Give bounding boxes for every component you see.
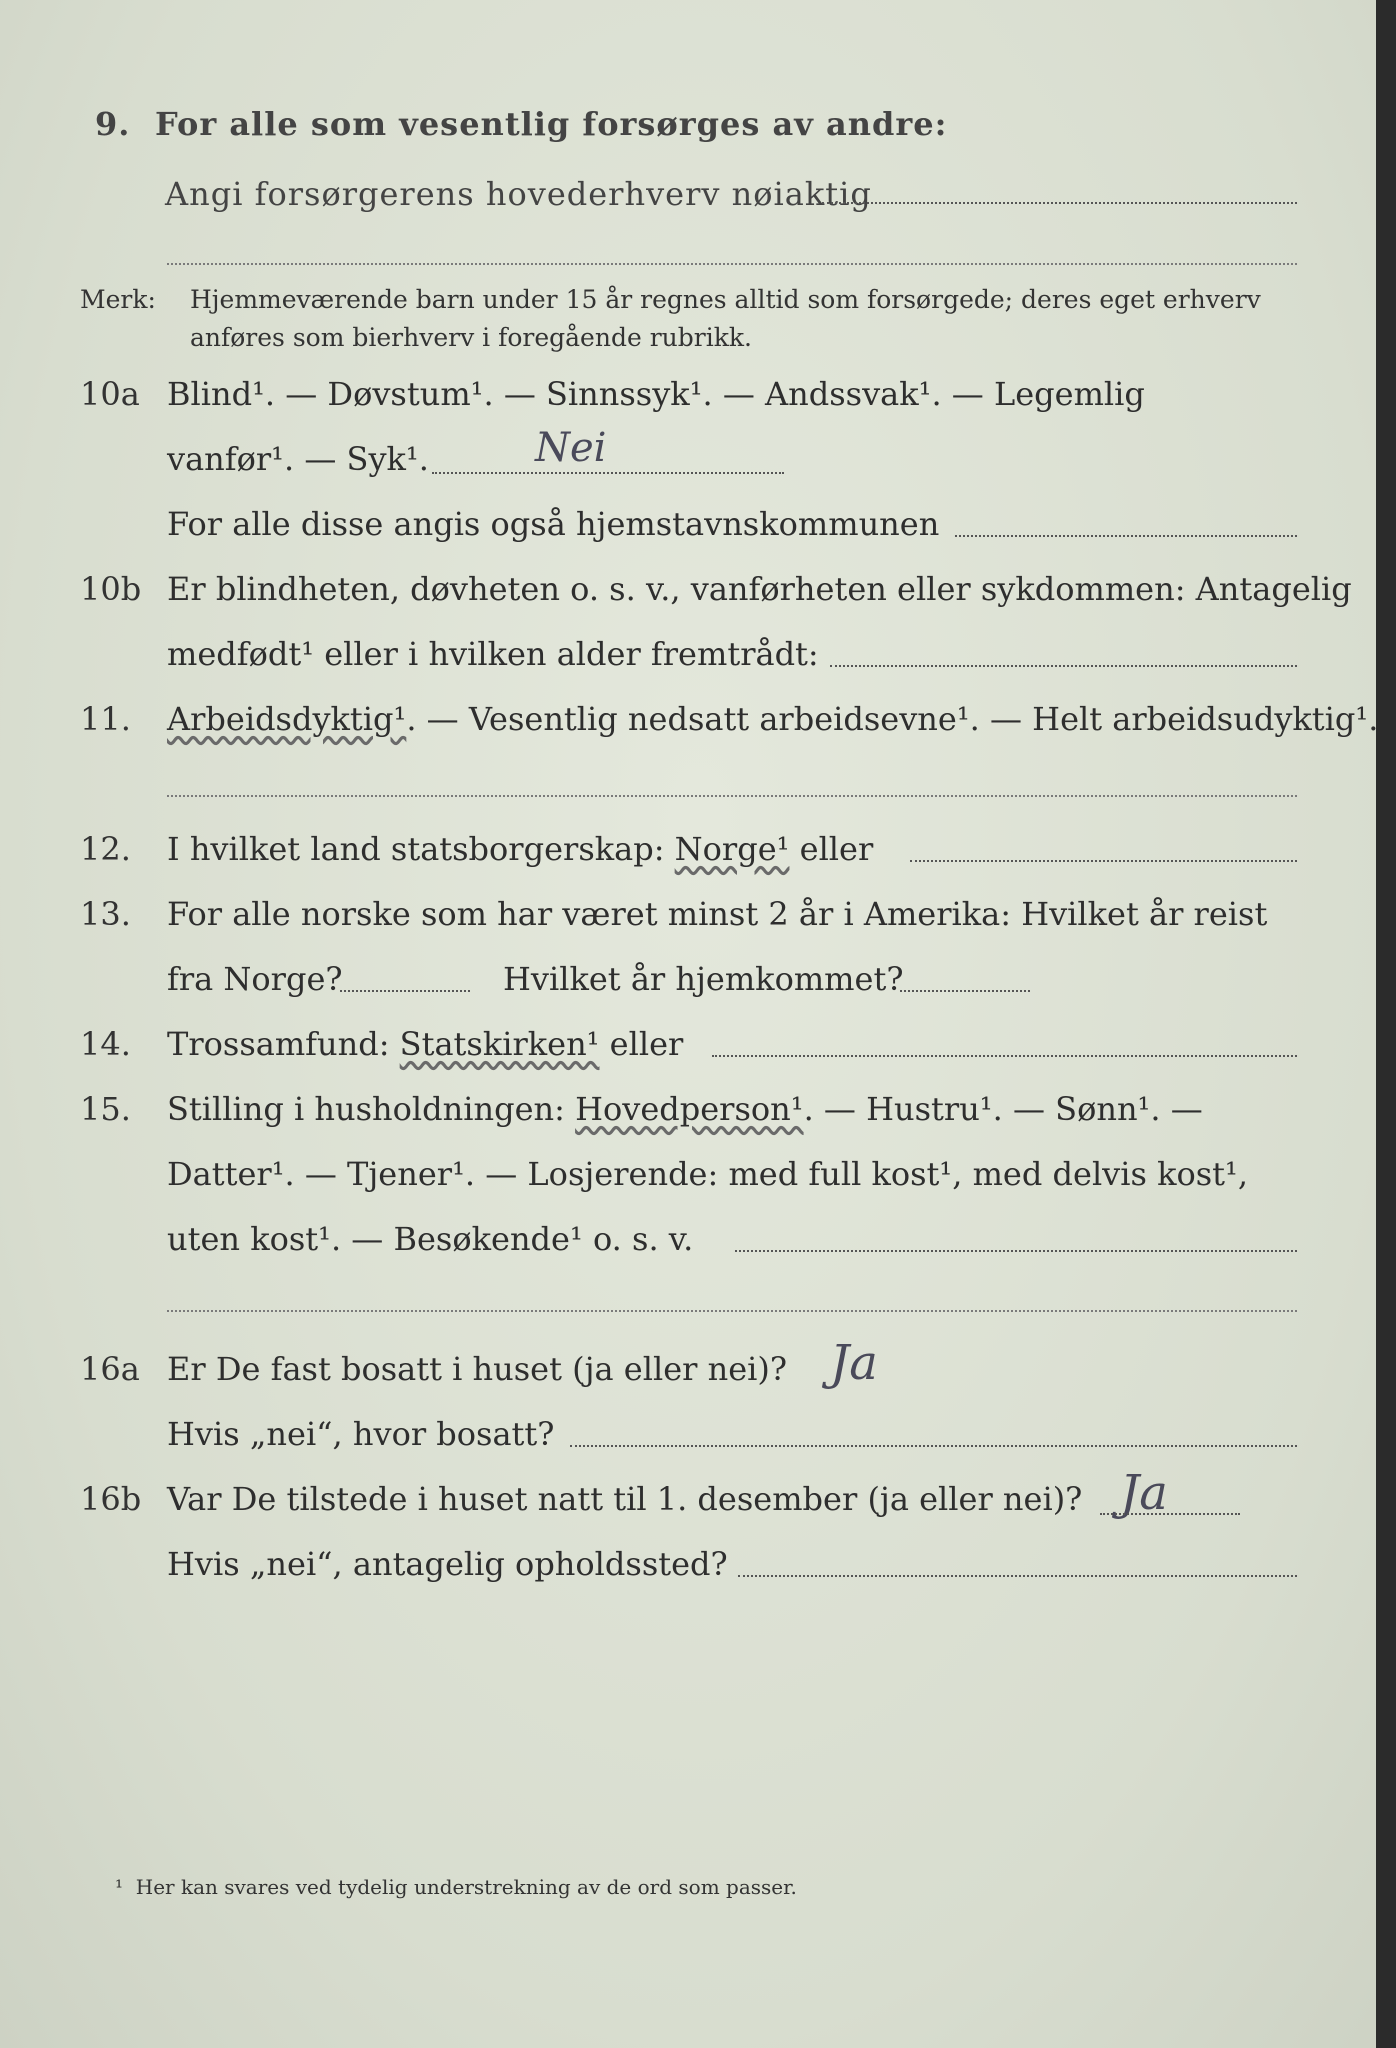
q10b-fill-line	[830, 665, 1297, 667]
q13-line-1: For alle norske som har været minst 2 år i Amerika: Hvilket år reist	[167, 895, 1268, 933]
q12-number: 12.	[80, 830, 131, 868]
q10a-line-1: Blind¹. — Døvstum¹. — Sinnssyk¹. — Andssvak¹. — Legemlig	[167, 375, 1145, 413]
q16a-line-2: Hvis „nei“, hvor bosatt?	[167, 1415, 555, 1453]
merk-line-2: anføres som bierhverv i foregående rubrikk.	[190, 323, 752, 352]
scan-edge	[1376, 0, 1396, 2048]
q16b-handwritten-answer: Ja	[1120, 1465, 1168, 1521]
q11-line	[167, 700, 1378, 738]
q12-line	[167, 830, 873, 868]
q13-right-fill-line	[900, 990, 1030, 992]
q16a-fill-line	[570, 1445, 1297, 1447]
q10b-number: 10b	[80, 570, 142, 608]
q16b-fill-line-2	[738, 1575, 1297, 1577]
q12-post: eller	[799, 830, 874, 868]
q9-fill-line-2	[167, 263, 1297, 265]
footnote	[115, 1875, 797, 1899]
q15-line-3: uten kost¹. — Besøkende¹ o. s. v.	[167, 1220, 694, 1258]
q10a-line-3: For alle disse angis også hjemstavnskommunen	[167, 505, 940, 543]
q10a-handwritten-answer: Nei	[535, 425, 607, 471]
q10b-line-2: medfødt¹ eller i hvilken alder fremtrådt:	[167, 635, 819, 673]
q15-line-1	[167, 1090, 1203, 1128]
q9-number: 9.	[95, 105, 131, 143]
q14-line	[167, 1025, 683, 1063]
q16a-number: 16a	[80, 1350, 140, 1388]
q11-option-selected: Arbeidsdyktig¹	[167, 700, 407, 738]
q11-fill-line	[167, 795, 1297, 797]
q16b-number: 16b	[80, 1480, 142, 1518]
q15-prompt: Stilling i husholdningen:	[167, 1090, 565, 1128]
footnote-mark: ¹	[115, 1875, 124, 1899]
q16b-line-1: Var De tilstede i huset natt til 1. desember (ja eller nei)?	[167, 1480, 1083, 1518]
q14-fill-line	[712, 1055, 1297, 1057]
footnote-text: Her kan svares ved tydelig understrekning av de ord som passer.	[135, 1875, 797, 1899]
q9-subtitle: Angi forsørgerens hovederhverv nøiaktig	[165, 175, 872, 213]
q16b-fill-line	[1100, 1513, 1240, 1515]
q15-fill-line	[735, 1250, 1297, 1252]
q9-title: For alle som vesentlig forsørges av andre:	[155, 105, 948, 143]
q15-option-selected: Hovedperson¹	[575, 1090, 804, 1128]
q15-line-2: Datter¹. — Tjener¹. — Losjerende: med full kost¹, med delvis kost¹,	[167, 1155, 1249, 1193]
q12-prompt: I hvilket land statsborgerskap:	[167, 830, 665, 868]
q16b-line-2: Hvis „nei“, antagelig opholdssted?	[167, 1545, 728, 1583]
q12-fill-line	[910, 860, 1297, 862]
q13-number: 13.	[80, 895, 131, 933]
q11-number: 11.	[80, 700, 131, 738]
q14-option-selected: Statskirken¹	[399, 1025, 600, 1063]
q15-fill-line-2	[167, 1310, 1297, 1312]
merk-label: Merk:	[80, 285, 156, 314]
q16a-line-1: Er De fast bosatt i huset (ja eller nei)?	[167, 1350, 788, 1388]
q10b-line-1: Er blindheten, døvheten o. s. v., vanførheten eller sykdommen: Antagelig	[167, 570, 1352, 608]
q10a-number: 10a	[80, 375, 140, 413]
q13-left-fill-line	[340, 990, 470, 992]
q15-number: 15.	[80, 1090, 131, 1128]
q14-prompt: Trossamfund:	[167, 1025, 390, 1063]
q9-fill-line	[822, 202, 1297, 204]
q14-number: 14.	[80, 1025, 131, 1063]
q10a-fill-line	[432, 472, 784, 474]
q15-rest: . — Hustru¹. — Sønn¹. —	[803, 1090, 1203, 1128]
q12-option-selected: Norge¹	[674, 830, 790, 868]
q13-line-2b: Hvilket år hjemkommet?	[503, 960, 904, 998]
q14-post: eller	[609, 1025, 684, 1063]
q10a-line-2: vanfør¹. — Syk¹.	[167, 440, 429, 478]
q16a-handwritten-answer: Ja	[830, 1335, 878, 1391]
q13-line-2a: fra Norge?	[167, 960, 343, 998]
q11-rest: . — Vesentlig nedsatt arbeidsevne¹. — Helt arbeidsudyktig¹.	[406, 700, 1379, 738]
merk-line-1: Hjemmeværende barn under 15 år regnes alltid som forsørgede; deres eget erhverv	[190, 285, 1261, 314]
q10a-home-fill-line	[955, 535, 1297, 537]
